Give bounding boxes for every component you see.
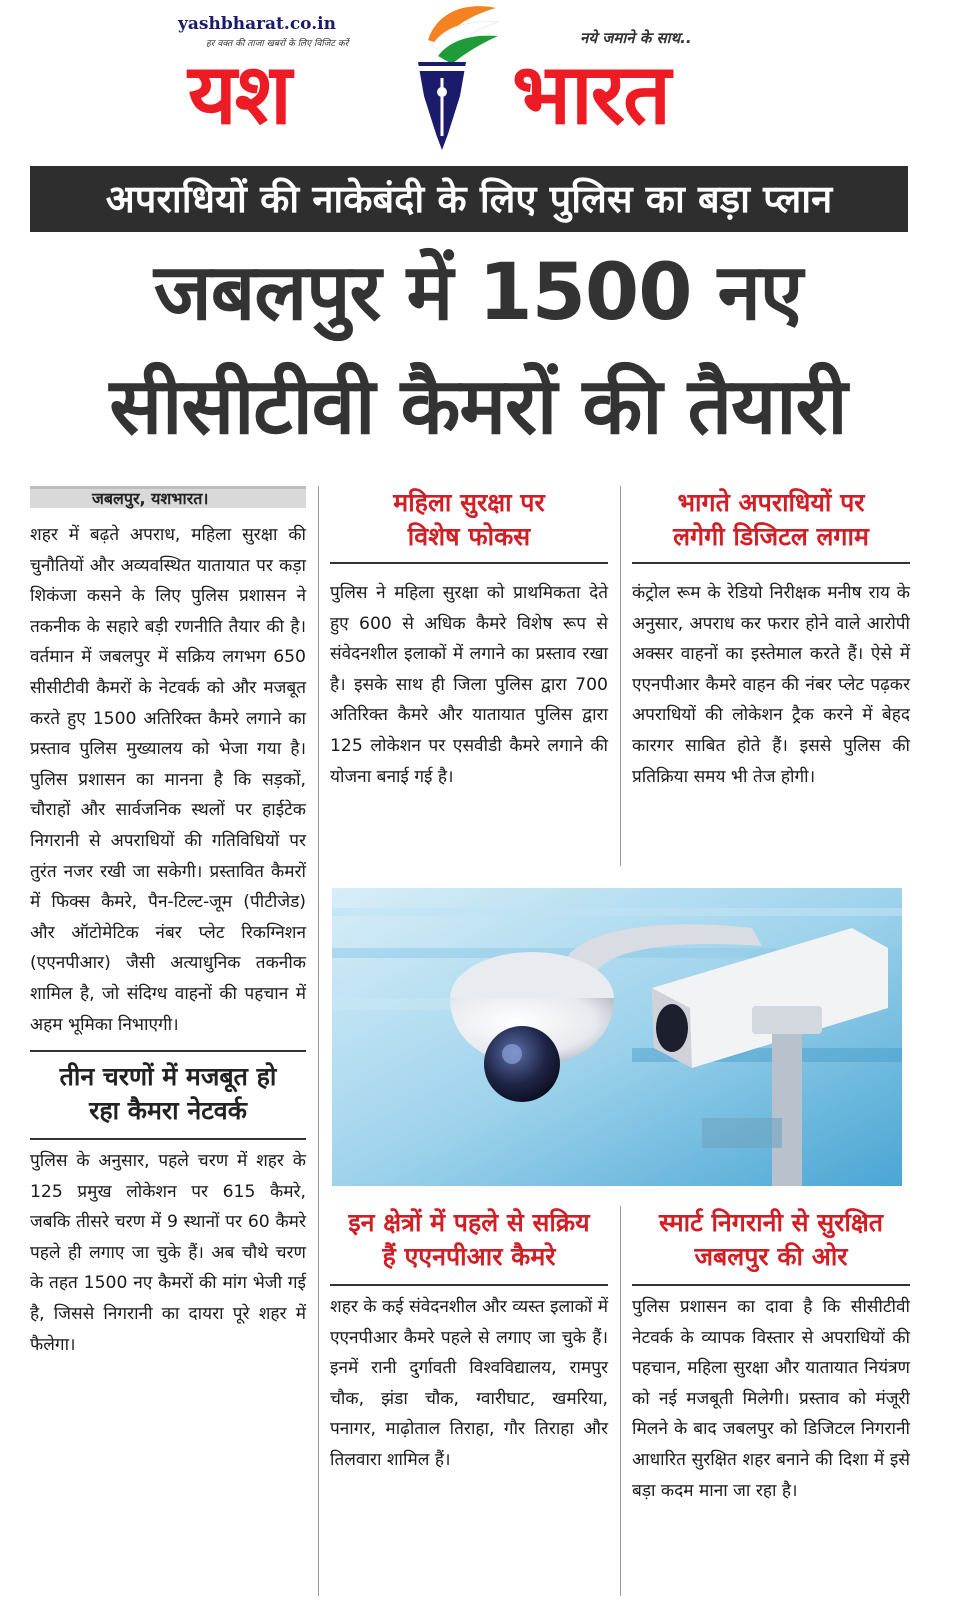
subhead-digital-control [632, 486, 910, 554]
column-1 [30, 486, 306, 1360]
subhead-camera-network [30, 1060, 306, 1128]
subhead-smart-surveillance [632, 1206, 910, 1274]
headline-line-1: जबलपुर में 1500 नए [153, 248, 803, 338]
divider [632, 1284, 910, 1286]
column-separator [620, 486, 621, 866]
cctv-camera-icon [332, 888, 902, 1186]
column-2-lower [330, 1206, 608, 1476]
logo-text-right: भारत [512, 45, 670, 143]
main-headline [20, 236, 936, 464]
subhead-line: हैं एएनपीआर कैमरे [382, 1242, 556, 1271]
divider [330, 562, 608, 564]
subhead-line: रहा कैमरा नेटवर्क [89, 1096, 247, 1126]
subhead-line: जबलपुर की ओर [694, 1242, 848, 1271]
dateline: जबलपुर, यशभारत। [30, 486, 306, 508]
women-safety-paragraph: पुलिस ने महिला सुरक्षा को प्राथमिकता देते हुए 600 से अधिक कैमरे विशेष रूप से संवेदनशील इलाकों में लगाने का प्रस्ताव रखा है। इसके साथ ही जिला पुलिस द्वारा 700 अतिरिक्त कैमरे और यातायात पुलिस द्वारा 125 लोकेशन पर एसवीडी कैमरे लगाने की योजना बनाई गई है। [330, 583, 608, 787]
column-2 [330, 486, 608, 792]
masthead-tagline: नये जमाने के साथ.. [580, 29, 692, 47]
subhead-women-safety [330, 486, 608, 554]
divider [30, 1138, 306, 1140]
kicker-banner: अपराधियों की नाकेबंदी के लिए पुलिस का बड़ा प्लान [30, 166, 908, 232]
subhead-line: महिला सुरक्षा पर [393, 488, 545, 517]
smart-surveillance-paragraph: पुलिस प्रशासन का दावा है कि सीसीटीवी नेटवर्क के व्यापक विस्तार से अपराधियों की पहचान, महिला सुरक्षा और यातायात नियंत्रण को नई मजबूती मिलेगी। प्रस्ताव को मंजूरी मिलने के बाद जबलपुर को डिजिटल निगरानी आधारित सुरक्षित शहर बनाने की दिशा में इसे बड़ा कदम माना जा रहा है। [632, 1297, 910, 1501]
column-3-lower [632, 1206, 910, 1506]
subhead-line: विशेष फोकस [407, 522, 531, 551]
column-separator [318, 486, 319, 1596]
cctv-cameras-photo [332, 888, 902, 1186]
logo-text-left: यश [188, 45, 290, 143]
site-url[interactable]: yashbharat.co.in [178, 14, 336, 34]
intro-paragraph: शहर में बढ़ते अपराध, महिला सुरक्षा की चुनौतियों और अव्यवस्थित यातायात पर कड़ा शिकंजा कसने के लिए पुलिस प्रशासन ने तकनीक के सहारे बड़ी रणनीति तैयार की है। वर्तमान में जबलपुर में सक्रिय लगभग 650 सीसीटीवी कैमरों के नेटवर्क को और मजबूत करते हुए 1500 अतिरिक्त कैमरे लगाने का प्रस्ताव पुलिस मुख्यालय को भेजा गया है। पुलिस प्रशासन का मानना है कि सड़कों, चौराहों और सार्वजनिक स्थलों पर हाईटेक निगरानी से अपराधियों की गतिविधियों पर तुरंत नजर रखी जा सकेगी। प्रस्तावित कैमरों में फिक्स कैमरे, पैन-टिल्ट-जूम (पीटीजेड) और ऑटोमेटिक नंबर प्लेट रिकग्निशन (एएनपीआर) जैसी अत्याधुनिक तकनीक शामिल है, जो संदिग्ध वाहनों की पहचान में अहम भूमिका निभाएगी। [30, 525, 306, 1035]
column-3 [632, 486, 910, 792]
anpr-areas-paragraph: शहर के कई संवेदनशील और व्यस्त इलाकों में एएनपीआर कैमरे पहले से लगाए जा चुके हैं। इनमें रानी दुर्गावती विश्वविद्यालय, रामपुर चौक, झंडा चौक, ग्वारीघाट, खमरिया, पनागर, माढ़ोताल तिराहा, गौर तिराहा और तिलवारा शामिल हैं। [330, 1297, 608, 1470]
subhead-block [30, 1050, 306, 1128]
subhead-line: भागते अपराधियों पर [677, 488, 865, 517]
phases-paragraph: पुलिस के अनुसार, पहले चरण में शहर के 125 प्रमुख लोकेशन पर 615 कैमरे, जबकि तीसरे चरण में 9 स्थानों पर 60 कैमरे पहले ही लगाए जा चुके हैं। अब चौथे चरण के तहत 1500 नए कैमरों की मांग भेजी गई है, जिससे निगरानी का दायरा पूरे शहर में फैलेगा। [30, 1151, 306, 1355]
divider [330, 1284, 608, 1286]
masthead [0, 0, 956, 160]
subhead-line: इन क्षेत्रों में पहले से सक्रिय [348, 1208, 590, 1237]
divider [632, 562, 910, 564]
pen-nib-logo-icon [388, 0, 500, 152]
subhead-line: लगेगी डिजिटल लगाम [673, 522, 869, 551]
url-tagline: हर वक्त की ताजा खबरों के लिए विजिट करें [206, 39, 349, 49]
subhead-line: स्मार्ट निगरानी से सुरक्षित [658, 1208, 883, 1237]
headline-line-2: सीसीटीवी कैमरों की तैयारी [109, 362, 847, 452]
column-separator [620, 1206, 621, 1596]
subhead-anpr-areas [330, 1206, 608, 1274]
subhead-line: तीन चरणों में मजबूत हो [59, 1062, 277, 1092]
digital-control-paragraph: कंट्रोल रूम के रेडियो निरीक्षक मनीष राय के अनुसार, अपराध कर फरार होने वाले आरोपी अक्सर वाहनों का इस्तेमाल करते हैं। ऐसे में एएनपीआर कैमरे वाहन की नंबर प्लेट पढ़कर अपराधियों की लोकेशन ट्रैक करने में बेहद कारगर साबित होते हैं। इससे पुलिस की प्रतिक्रिया समय भी तेज होगी। [632, 583, 910, 787]
